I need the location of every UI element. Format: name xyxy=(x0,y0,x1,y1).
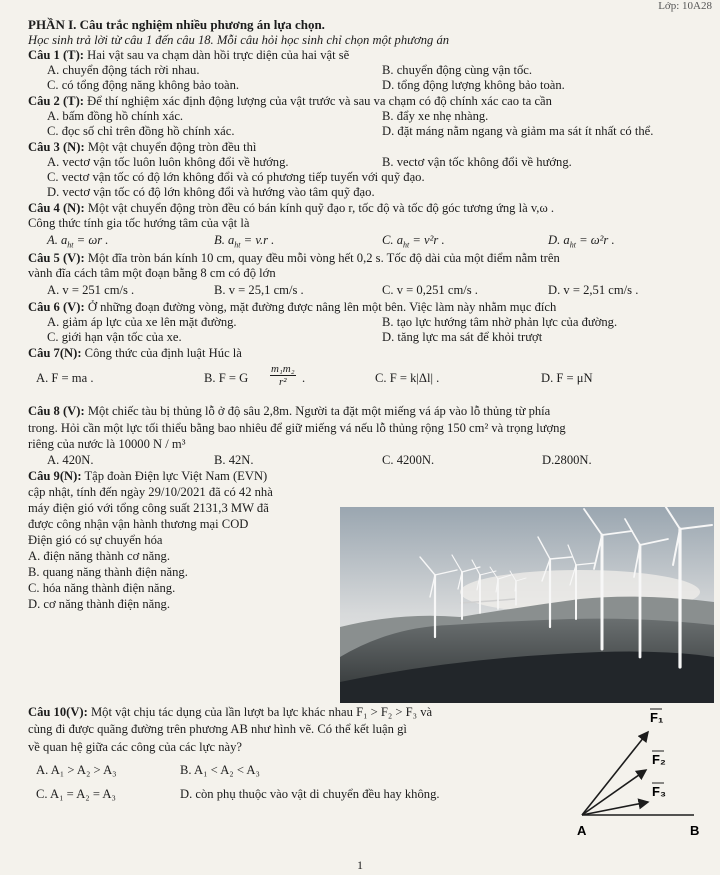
q6-option-c[interactable]: C. giới hạn vận tốc của xe. xyxy=(47,330,182,344)
question-2 xyxy=(28,94,552,109)
q7-option-c[interactable]: C. F = k|Δl| . xyxy=(375,371,440,385)
q7-dot: . xyxy=(302,371,306,385)
question-10 xyxy=(28,705,432,720)
q9-option-b[interactable]: B. quang năng thành điện năng. xyxy=(28,565,188,579)
q5-text: Một đĩa tròn bán kính 10 cm, quay đều mỗi vòng hết 0,2 s. Tốc độ dài của một điểm nằm trên xyxy=(84,251,560,265)
q1-option-a[interactable]: A. chuyển động tách rời nhau. xyxy=(47,63,200,77)
q4-option-a[interactable]: A. $a_{ht} = \omega r$ . xyxy=(47,233,109,250)
q5-option-c[interactable]: C. v = 0,251 cm/s . xyxy=(382,283,478,297)
q10-text-3: về quan hệ giữa các công của các lực này? xyxy=(28,740,242,754)
q10-option-c[interactable]: C. A₁ = A₂ = A₃ xyxy=(36,787,116,801)
q10-label: Câu 10(V): xyxy=(28,705,88,719)
q6-option-a[interactable]: A. giảm áp lực của xe lên mặt đường. xyxy=(47,315,237,329)
q3-text: Một vật chuyển động tròn đều thì xyxy=(84,140,257,154)
q2-label: Câu 2 (T): xyxy=(28,94,84,108)
q3-option-d[interactable]: D. vectơ vận tốc có độ lớn không đổi và hướng vào tâm quỹ đạo. xyxy=(47,185,375,199)
class-label: Lớp: 10A28 xyxy=(658,0,712,12)
question-8 xyxy=(28,404,550,419)
q4-option-b[interactable]: B. $a_{ht} = v.r$ . xyxy=(214,233,275,250)
q3-option-c[interactable]: C. vectơ vận tốc có độ lớn không đổi và có phương tiếp tuyến với quỹ đạo. xyxy=(47,170,425,184)
q7-text: Công thức của định luật Húc là xyxy=(81,346,242,360)
q10-text: Một vật chịu tác dụng của lần lượt ba lực khác nhau F₁ > F₂ > F₃ và xyxy=(87,705,433,719)
q1-label: Câu 1 (T): xyxy=(28,48,84,62)
q5-text-2: vành đĩa cách tâm một đoạn bằng 8 cm có độ lớn xyxy=(28,266,276,280)
q1-text: Hai vật sau va chạm dàn hồi trực diện của hai vật sẽ xyxy=(83,48,350,62)
q4-option-c[interactable]: C. $a_{ht} = v^2r$ . xyxy=(382,233,445,250)
q9-option-a[interactable]: A. điện năng thành cơ năng. xyxy=(28,549,171,563)
q4-label: Câu 4 (N): xyxy=(28,201,85,215)
q7-fraction-den: r² xyxy=(278,376,287,388)
q1-option-d[interactable]: D. tổng động lượng không bảo toàn. xyxy=(382,78,565,92)
q8-option-c[interactable]: C. 4200N. xyxy=(382,453,435,467)
q9-line-3: được công nhận vận hành thương mại COD xyxy=(28,517,249,531)
q7-option-a[interactable]: A. F = ma . xyxy=(36,371,94,385)
q6-option-b[interactable]: B. tạo lực hướng tâm nhờ phản lực của đường. xyxy=(382,315,618,329)
q5-option-a[interactable]: A. v = 251 cm/s . xyxy=(47,283,135,297)
question-4 xyxy=(28,201,554,216)
q9-label: Câu 9(N): xyxy=(28,469,82,483)
f2-label: F₂ xyxy=(652,752,666,767)
instruction: Học sinh trả lời từ câu 1 đến câu 18. Mỗi câu hỏi học sinh chỉ chọn một phương án xyxy=(28,33,450,47)
q8-option-a[interactable]: A. 420N. xyxy=(47,453,94,467)
q9-option-d[interactable]: D. cơ năng thành điện năng. xyxy=(28,597,171,611)
q8-option-b[interactable]: B. 42N. xyxy=(214,453,254,467)
wind-farm-photo xyxy=(340,507,714,703)
question-5 xyxy=(28,251,560,266)
q8-text-3: riêng của nước là 10000 N / m³ xyxy=(28,437,186,451)
q8-text-2: trong. Hỏi cần một lực tối thiểu bằng bao nhiêu để giữ miếng vá nếu lỗ thủng rộng 150 cm² và trọng lượng xyxy=(28,421,566,435)
page-number: 1 xyxy=(357,858,363,872)
question-9 xyxy=(28,469,267,484)
question-6 xyxy=(28,300,556,315)
q7-option-d[interactable]: D. F = μN xyxy=(541,371,593,385)
q1-option-b[interactable]: B. chuyển động cùng vận tốc. xyxy=(382,63,533,77)
q8-label: Câu 8 (V): xyxy=(28,404,85,418)
q9-line-2: máy điện gió với tổng công suất 2131,3 MW đã xyxy=(28,501,269,515)
q4-text: Một vật chuyển động tròn đều có bán kính quỹ đạo r, tốc độ và tốc độ góc tương ứng là v,ω . xyxy=(84,201,555,215)
q10-option-a[interactable]: A. A₁ > A₂ > A₃ xyxy=(36,763,117,777)
q6-label: Câu 6 (V): xyxy=(28,300,85,314)
f1-label: F₁ xyxy=(650,710,664,725)
q2-text: Để thí nghiệm xác định động lượng của vật trước và sau va chạm có độ chính xác cao ta cần xyxy=(83,94,552,108)
q6-option-d[interactable]: D. tăng lực ma sát để khỏi trượt xyxy=(382,330,543,344)
q7-fraction-num: m₁m₂ xyxy=(271,363,295,375)
part-title: PHẦN I. Câu trắc nghiệm nhiều phương án lựa chọn. xyxy=(28,17,325,32)
q3-option-a[interactable]: A. vectơ vận tốc luôn luôn không đổi về hướng. xyxy=(47,155,289,169)
q2-option-a[interactable]: A. bấm đồng hồ chính xác. xyxy=(47,109,184,123)
q9-line-1: cập nhật, tính đến ngày 29/10/2021 đã có 42 nhà xyxy=(28,485,273,499)
q9-option-c[interactable]: C. hóa năng thành điện năng. xyxy=(28,581,176,595)
point-b-label: B xyxy=(690,823,700,838)
force-diagram xyxy=(568,700,718,840)
q4-option-d[interactable]: D. $a_{ht} = \omega^2r$ . xyxy=(548,233,615,250)
q9-line-0: Tập đoàn Điện lực Việt Nam (EVN) xyxy=(81,469,268,483)
q7-fraction xyxy=(270,363,296,388)
point-a-label: A xyxy=(577,823,587,838)
q5-option-b[interactable]: B. v = 25,1 cm/s . xyxy=(214,283,304,297)
q7-option-b[interactable]: B. F = G xyxy=(204,371,249,385)
q6-text: Ở những đoạn đường vòng, mặt đường được nâng lên một bên. Việc làm này nhằm mục đích xyxy=(84,300,557,314)
q10-option-d[interactable]: D. còn phụ thuộc vào vật di chuyển đều hay không. xyxy=(180,787,440,801)
q3-option-b[interactable]: B. vectơ vận tốc không đổi về hướng. xyxy=(382,155,572,169)
q9-line-4: Điện gió có sự chuyển hóa xyxy=(28,533,163,547)
question-7 xyxy=(28,346,242,361)
q2-option-b[interactable]: B. đẩy xe nhẹ nhàng. xyxy=(382,109,489,123)
q4-text-2: Công thức tính gia tốc hướng tâm của vật là xyxy=(28,216,250,230)
q8-option-d[interactable]: D.2800N. xyxy=(542,453,592,467)
q3-label: Câu 3 (N): xyxy=(28,140,85,154)
q5-option-d[interactable]: D. v = 2,51 cm/s . xyxy=(548,283,639,297)
q8-text: Một chiếc tàu bị thủng lỗ ở độ sâu 2,8m. Người ta đặt một miếng vá áp vào lỗ thủng từ phía xyxy=(84,404,551,418)
q2-option-d[interactable]: D. đặt máng nằm ngang và giảm ma sát ít nhất có thể. xyxy=(382,124,654,138)
q7-label: Câu 7(N): xyxy=(28,346,82,360)
q5-label: Câu 5 (V): xyxy=(28,251,85,265)
question-1 xyxy=(28,48,349,63)
q10-option-b[interactable]: B. A₁ < A₂ < A₃ xyxy=(180,763,260,777)
f3-label: F₃ xyxy=(652,784,666,799)
q10-text-2: cùng đi được quãng đường trên phương AB như hình vẽ. Có thể kết luận gì xyxy=(28,722,407,736)
q2-option-c[interactable]: C. đọc số chỉ trên đồng hồ chính xác. xyxy=(47,124,235,138)
question-3 xyxy=(28,140,256,155)
f1-arrow xyxy=(582,732,648,815)
q1-option-c[interactable]: C. có tổng động năng không bảo toàn. xyxy=(47,78,240,92)
